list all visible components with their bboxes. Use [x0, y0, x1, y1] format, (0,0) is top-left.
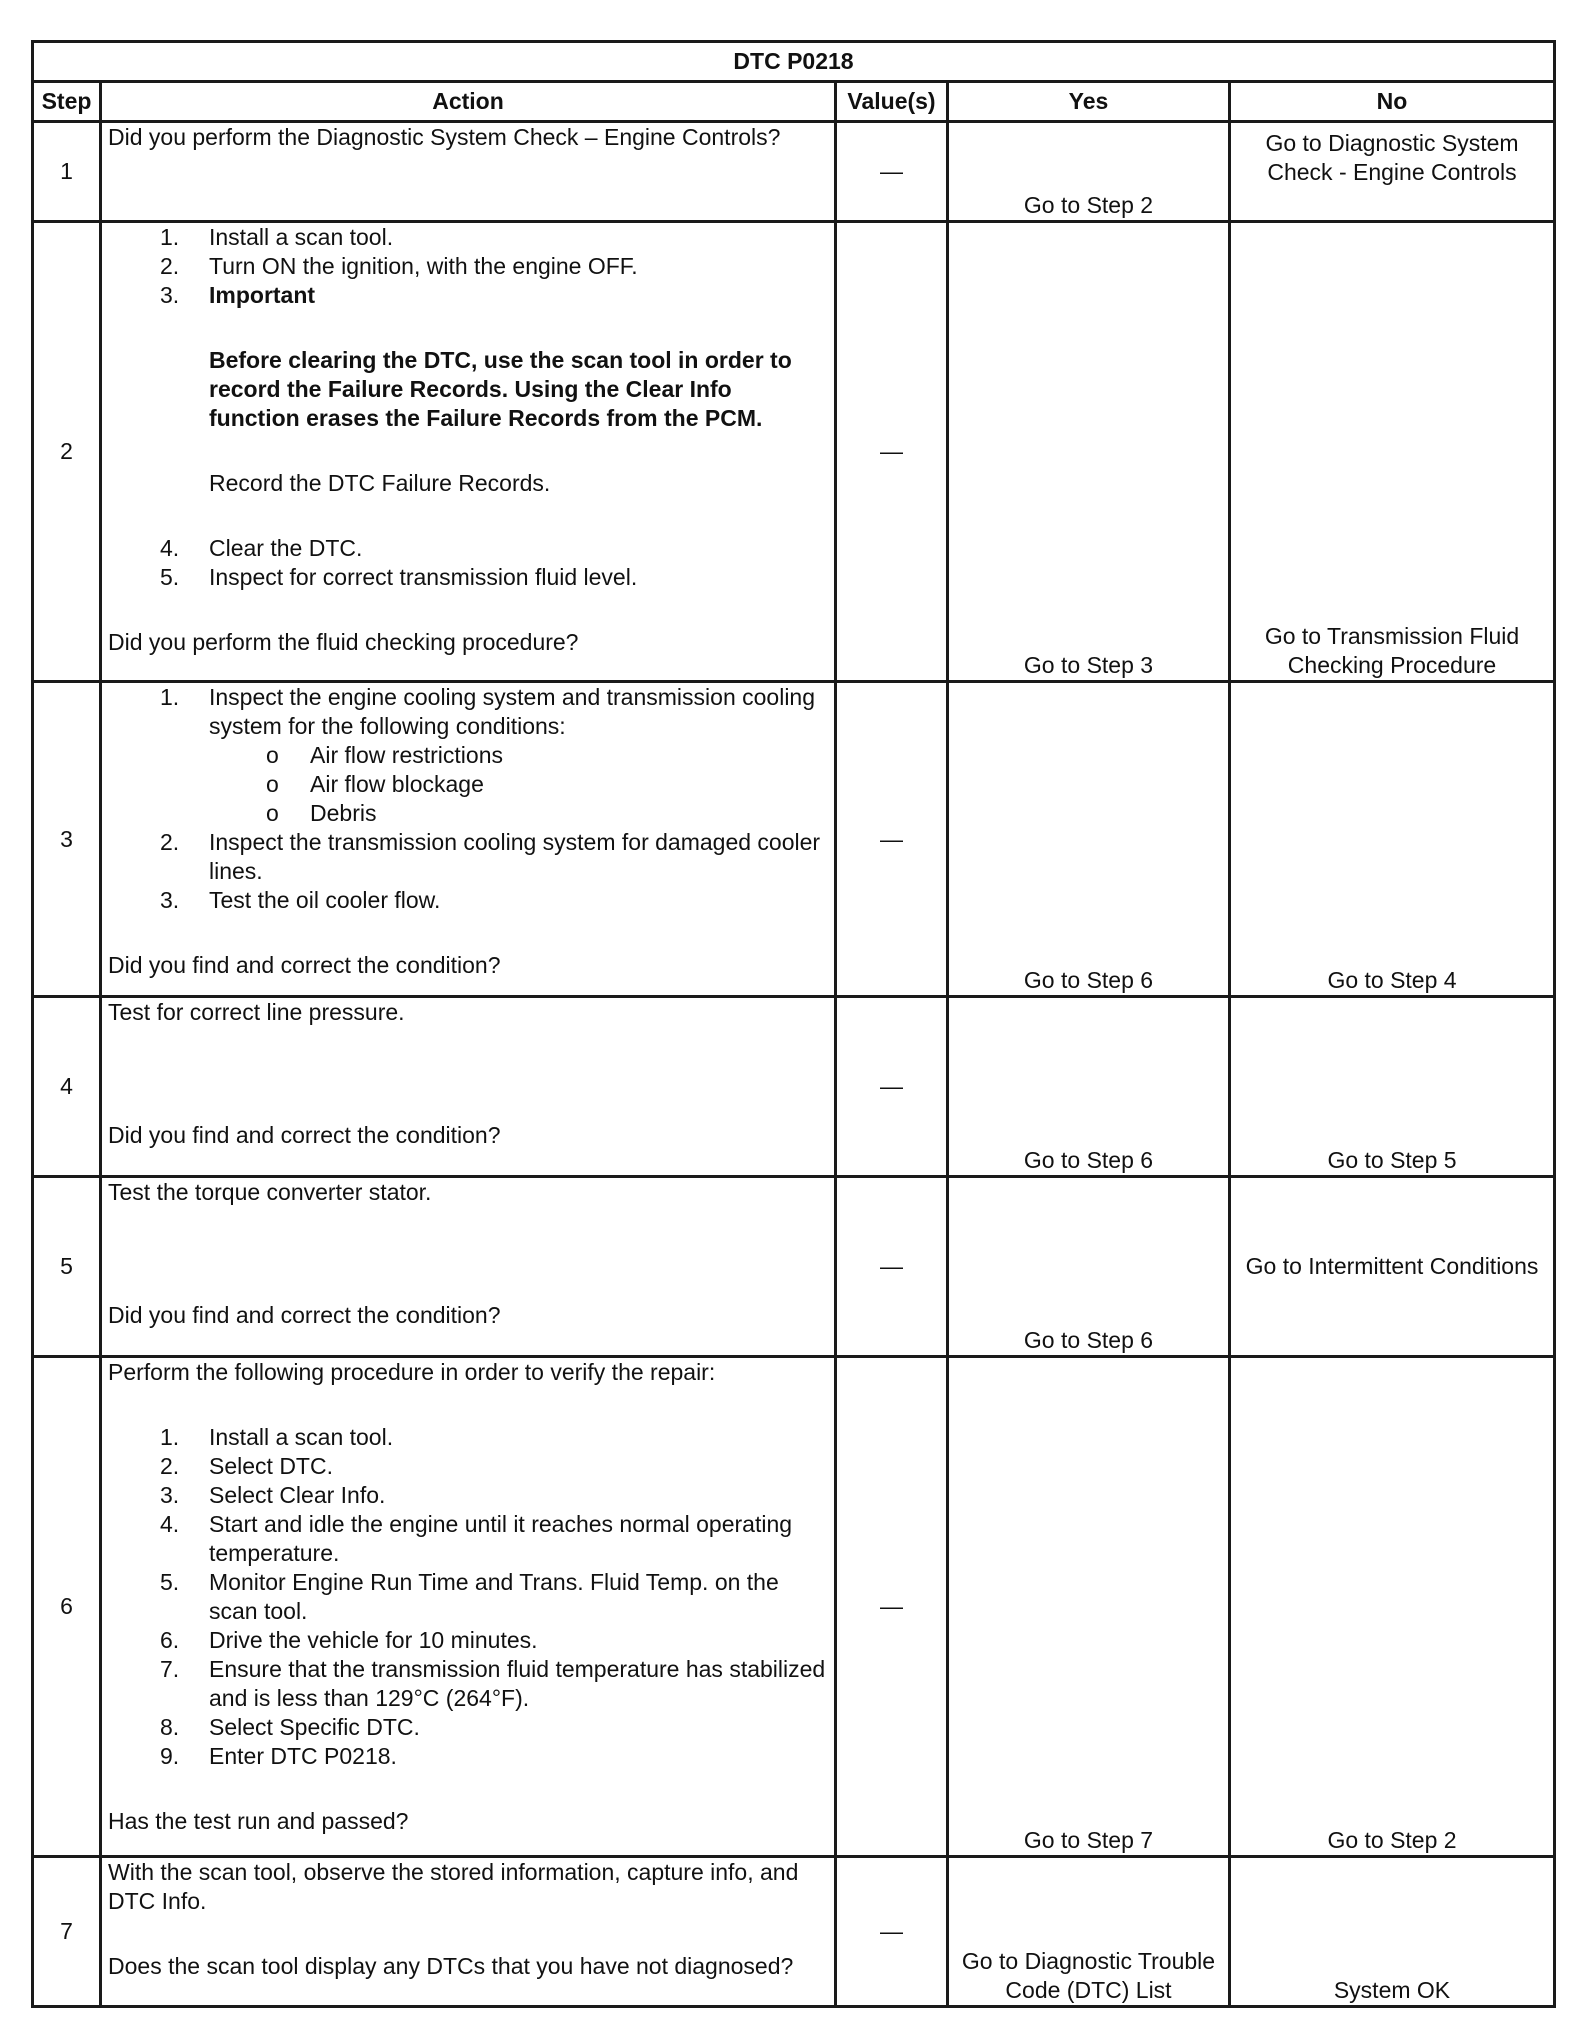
value-dash: — — [836, 1857, 948, 2007]
procedure-list — [108, 223, 828, 310]
header-no: No — [1230, 82, 1555, 122]
procedure-list — [108, 534, 828, 592]
header-row — [33, 82, 1555, 122]
header-step: Step — [33, 82, 101, 122]
value-dash: — — [836, 222, 948, 682]
question-text: Does the scan tool display any DTCs that you have not diagnosed? — [108, 1953, 794, 1979]
important-note: Before clearing the DTC, use the scan tool in order to record the Failure Records. Using the Clear Info function erases the Failure Records from the PCM. — [209, 347, 792, 431]
table-row — [33, 222, 1555, 682]
action-cell — [101, 997, 836, 1177]
action-cell — [101, 1177, 836, 1357]
question-text: Has the test run and passed? — [108, 1808, 409, 1834]
header-values: Value(s) — [836, 82, 948, 122]
step-number: 6 — [33, 1357, 101, 1857]
step-number: 1 — [33, 122, 101, 222]
no-cell: Go to Intermittent Conditions — [1230, 1177, 1555, 1357]
yes-cell: Go to Step 6 — [948, 997, 1230, 1177]
list-item: 7. Ensure that the transmission fluid temperature has stabilized and is less than 129°C (264°F). — [160, 1656, 826, 1711]
yes-cell: Go to Step 7 — [948, 1357, 1230, 1857]
no-cell: System OK — [1230, 1857, 1555, 2007]
value-dash: — — [836, 1357, 948, 1857]
value-dash: — — [836, 682, 948, 997]
value-dash: — — [836, 122, 948, 222]
list-item: o Air flow blockage — [266, 771, 484, 797]
yes-cell: Go to Step 6 — [948, 1177, 1230, 1357]
list-item: o Debris — [266, 800, 377, 826]
action-text: Test the torque converter stator. — [108, 1179, 432, 1205]
list-item: 3. Select Clear Info. — [160, 1482, 386, 1508]
action-cell — [101, 222, 836, 682]
value-dash: — — [836, 997, 948, 1177]
action-cell — [101, 682, 836, 997]
no-cell: Go to Step 2 — [1230, 1357, 1555, 1857]
step-number: 5 — [33, 1177, 101, 1357]
procedure-list — [108, 828, 828, 915]
action-cell — [101, 1857, 836, 2007]
list-item: 6. Drive the vehicle for 10 minutes. — [160, 1627, 538, 1653]
no-cell: Go to Step 5 — [1230, 997, 1555, 1177]
list-item: 3. Important — [160, 282, 316, 308]
yes-cell: Go to Step 6 — [948, 682, 1230, 997]
procedure-list — [108, 683, 828, 741]
list-item: 5. Inspect for correct transmission fluid level. — [160, 564, 638, 590]
dtc-table — [31, 40, 1556, 2008]
list-item: 1. Inspect the engine cooling system and transmission cooling system for the following conditions: — [160, 684, 816, 739]
action-text: With the scan tool, observe the stored information, capture info, and DTC Info. — [108, 1859, 799, 1914]
yes-cell: Go to Step 3 — [948, 222, 1230, 682]
table-row — [33, 1857, 1555, 2007]
sub-text: Record the DTC Failure Records. — [209, 470, 551, 496]
list-item: 4. Start and idle the engine until it reaches normal operating temperature. — [160, 1511, 793, 1566]
header-yes: Yes — [948, 82, 1230, 122]
value-dash: — — [836, 1177, 948, 1357]
list-item: 2. Turn ON the ignition, with the engine OFF. — [160, 253, 638, 279]
action-text: Test for correct line pressure. — [108, 999, 405, 1025]
bullet-list — [108, 741, 828, 828]
table-row — [33, 997, 1555, 1177]
list-item: 5. Monitor Engine Run Time and Trans. Fluid Temp. on the scan tool. — [160, 1569, 779, 1624]
question-text: Did you find and correct the condition? — [108, 1122, 501, 1148]
procedure-list — [108, 1423, 828, 1771]
action-cell — [101, 122, 836, 222]
question-text: Did you perform the fluid checking procedure? — [108, 629, 579, 655]
list-item: 2. Select DTC. — [160, 1453, 333, 1479]
no-cell: Go to Step 4 — [1230, 682, 1555, 997]
list-item: 1. Install a scan tool. — [160, 1424, 394, 1450]
step-number: 7 — [33, 1857, 101, 2007]
step-number: 2 — [33, 222, 101, 682]
header-action: Action — [101, 82, 836, 122]
question-text: Did you find and correct the condition? — [108, 1302, 501, 1328]
list-item: 8. Select Specific DTC. — [160, 1714, 420, 1740]
step-number: 3 — [33, 682, 101, 997]
list-item: 1. Install a scan tool. — [160, 224, 394, 250]
table-title: DTC P0218 — [33, 42, 1555, 82]
list-item: 3. Test the oil cooler flow. — [160, 887, 441, 913]
table-row — [33, 122, 1555, 222]
table-row — [33, 1177, 1555, 1357]
yes-cell: Go to Step 2 — [948, 122, 1230, 222]
action-text: Did you perform the Diagnostic System Check – Engine Controls? — [108, 124, 781, 150]
action-text: Perform the following procedure in order to verify the repair: — [108, 1359, 716, 1385]
list-item: 9. Enter DTC P0218. — [160, 1743, 397, 1769]
no-cell: Go to Transmission Fluid Checking Procedure — [1230, 222, 1555, 682]
no-cell: Go to Diagnostic System Check - Engine Controls — [1230, 122, 1555, 222]
table-row — [33, 1357, 1555, 1857]
question-text: Did you find and correct the condition? — [108, 952, 501, 978]
list-item: o Air flow restrictions — [266, 742, 503, 768]
table-row — [33, 682, 1555, 997]
list-item: 2. Inspect the transmission cooling system for damaged cooler lines. — [160, 829, 821, 884]
step-number: 4 — [33, 997, 101, 1177]
yes-cell: Go to Diagnostic Trouble Code (DTC) List — [948, 1857, 1230, 2007]
action-cell — [101, 1357, 836, 1857]
list-item: 4. Clear the DTC. — [160, 535, 363, 561]
